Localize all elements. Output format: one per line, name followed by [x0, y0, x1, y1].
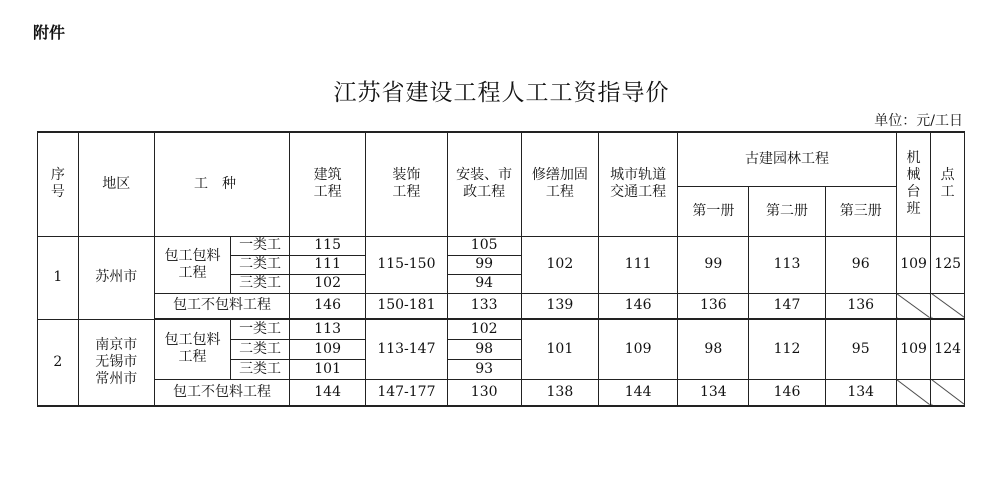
row1-lo-rail: 146 [598, 293, 677, 319]
row1-region: 苏州市 [78, 236, 154, 319]
row1-lo-garden2: 147 [749, 293, 825, 319]
row2-building-3: 101 [290, 359, 366, 379]
row2-class2: 二类工 [231, 339, 290, 359]
header-garden: 古建园林工程 [678, 132, 897, 186]
row2-lo-garden3: 134 [825, 379, 896, 406]
row1-machine: 109 [896, 236, 931, 293]
row1-machine-na [896, 293, 931, 319]
row2-lo-rail: 144 [598, 379, 677, 406]
row2-install-3: 93 [447, 359, 521, 379]
header-decoration: 装饰工程 [366, 132, 447, 236]
header-garden-vol3: 第三册 [825, 186, 896, 236]
row1-building-3: 102 [290, 274, 366, 293]
header-worktype: 工种 [154, 132, 289, 236]
row1-rail: 111 [598, 236, 677, 293]
attachment-label: 附件 [33, 23, 66, 42]
page-title: 江苏省建设工程人工工资指导价 [333, 80, 670, 106]
row2-rail: 109 [598, 319, 677, 379]
row2-spot: 124 [931, 319, 965, 379]
row2-lo-repair: 138 [521, 379, 598, 406]
row2-decoration: 113-147 [366, 319, 447, 379]
row1-spot-na [931, 293, 965, 319]
row1-garden3: 96 [825, 236, 896, 293]
row2-install-2: 98 [447, 339, 521, 359]
header-seq: 序号 [38, 132, 79, 236]
header-garden-vol1: 第一册 [678, 186, 749, 236]
row2-garden2: 112 [749, 319, 825, 379]
row2-lo-garden2: 146 [749, 379, 825, 406]
row1-lo-repair: 139 [521, 293, 598, 319]
header-rail: 城市轨道交通工程 [598, 132, 677, 236]
row1-lo-building: 146 [290, 293, 366, 319]
row1-building-1: 115 [290, 236, 366, 255]
row1-class1: 一类工 [231, 236, 290, 255]
row1-building-2: 111 [290, 255, 366, 274]
row2-labor-material: 包工包料工程 [154, 319, 230, 379]
row1-labor-only: 包工不包料工程 [154, 293, 289, 319]
row2-seq: 2 [38, 319, 79, 406]
row2-class3: 三类工 [231, 359, 290, 379]
row2-class1: 一类工 [231, 319, 290, 339]
header-region: 地区 [78, 132, 154, 236]
row1-lo-decoration: 150-181 [366, 293, 447, 319]
wage-table [37, 131, 965, 407]
unit-label: 单位：元/工日 [874, 113, 963, 129]
row2-install-1: 102 [447, 319, 521, 339]
row1-garden1: 99 [678, 236, 749, 293]
row2-lo-garden1: 134 [678, 379, 749, 406]
row1-spot: 125 [931, 236, 965, 293]
header-repair: 修缮加固工程 [521, 132, 598, 236]
row2-lo-decoration: 147-177 [366, 379, 447, 406]
row1-install-1: 105 [447, 236, 521, 255]
row1-install-2: 99 [447, 255, 521, 274]
header-install: 安装、市政工程 [447, 132, 521, 236]
header-spot: 点工 [931, 132, 965, 236]
row1-garden2: 113 [749, 236, 825, 293]
row2-region: 南京市 无锡市 常州市 [78, 319, 154, 406]
row2-labor-only: 包工不包料工程 [154, 379, 289, 406]
row2-machine-na [896, 379, 931, 406]
header-garden-vol2: 第二册 [749, 186, 825, 236]
row1-decoration: 115-150 [366, 236, 447, 293]
row1-class2: 二类工 [231, 255, 290, 274]
row2-lo-building: 144 [290, 379, 366, 406]
header-machine: 机械台班 [896, 132, 931, 236]
row2-spot-na [931, 379, 965, 406]
row1-labor-material: 包工包料工程 [154, 236, 230, 293]
row2-lo-install: 130 [447, 379, 521, 406]
row2-building-2: 109 [290, 339, 366, 359]
row2-building-1: 113 [290, 319, 366, 339]
row2-machine: 109 [896, 319, 931, 379]
row2-garden1: 98 [678, 319, 749, 379]
row1-install-3: 94 [447, 274, 521, 293]
row1-lo-garden3: 136 [825, 293, 896, 319]
row1-class3: 三类工 [231, 274, 290, 293]
row1-seq: 1 [38, 236, 79, 319]
header-building: 建筑工程 [290, 132, 366, 236]
row1-repair: 102 [521, 236, 598, 293]
row1-lo-install: 133 [447, 293, 521, 319]
row1-lo-garden1: 136 [678, 293, 749, 319]
row2-garden3: 95 [825, 319, 896, 379]
row2-repair: 101 [521, 319, 598, 379]
